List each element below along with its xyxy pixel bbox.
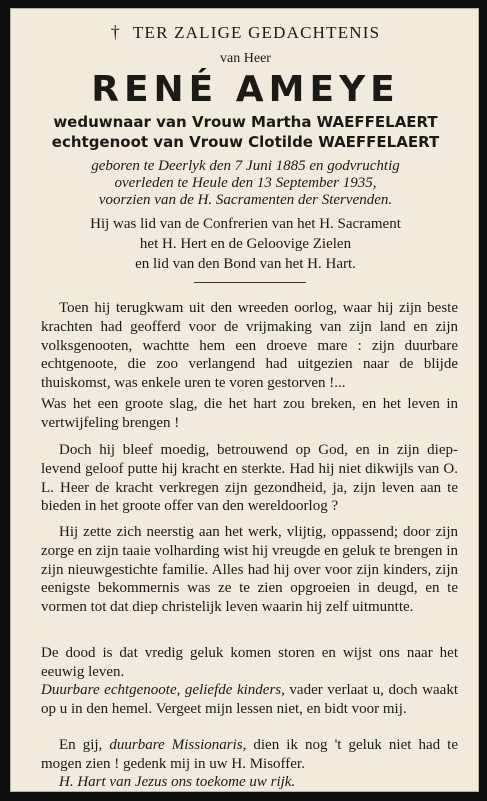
closing-prayer: [41, 773, 458, 792]
paragraph-text: Toen hij terugkwam uit den wreeden oorlog, waar hij zijn beste krachten had geofferd voor de vrijmaking van zijn land en zijn volksgenooten, wachtte hem een droeve mare : zijn duurbare echtgenoote, die zoo verlangend had uitgezien naar de blijde thuiskomst, was enkele uren te voren gestorven !...: [41, 300, 458, 392]
body-paragraph: [41, 681, 458, 719]
body-paragraph: [41, 395, 458, 433]
body-paragraph: [41, 523, 458, 617]
body-paragraph: [41, 736, 458, 774]
death-line: overleden te Heule den 13 September 1935,: [114, 175, 377, 191]
memorial-title: TER ZALIGE GEDACHTENIS: [132, 23, 381, 42]
cross-icon: †: [110, 22, 121, 42]
prayer-text: H. Hart van Jezus ons toekome uw rijk.: [59, 774, 296, 790]
confraternity-line-1: Hij was lid van de Confrerien van het H. Sacrament: [90, 216, 401, 232]
paragraph-text: Was het een groote slag, die het hart zou breken, en het leven in vertwijfeling brengen !: [41, 396, 458, 431]
deceased-name: RENÉ AMEYE: [91, 69, 400, 110]
birth-line: geboren te Deerlyk den 7 Juni 1885 en godvruchtig: [91, 158, 400, 174]
address-children: Duurbare echtgenoote, geliefde kinders,: [41, 682, 285, 698]
paragraph-text-rest: vader verlaat u, doch waakt op u in den hemel. Vergeet mijn lessen niet, en bidt voor mij.: [41, 682, 458, 717]
confraternity-line-2: het H. Hert en de Geloovige Zielen: [139, 236, 352, 252]
body-paragraph: [41, 644, 458, 682]
paragraph-text: [41, 736, 458, 774]
divider: [194, 282, 306, 283]
spouse-line-2: echtgenoot van Vrouw Clotilde WAEFFELAERT: [51, 133, 440, 151]
body-paragraph: [41, 441, 458, 516]
paragraph-text: De dood is dat vredig geluk komen storen en wijst ons naar het eeuwig leven.: [41, 645, 458, 680]
sacraments-line: voorzien van de H. Sacramenten der Stervenden.: [98, 192, 393, 208]
paragraph-text-start: En gij,: [59, 737, 110, 753]
paragraph-text-rest: dien ik nog 't geluk niet had te mogen zien ! gedenk mij in uw H. Misoffer.: [41, 737, 459, 772]
spouse-line-1: weduwnaar van Vrouw Martha WAEFFELAERT: [53, 113, 438, 131]
paragraph-text: Doch hij bleef moedig, betrouwend op God, en in zijn diep-levend geloof putte hij kracht en sterkte. Had hij niet dikwijls van O. L. Heer de kracht verkregen zijn gezondheid, ja, zijn leven aan te bieden in het groote offer van den wereldoorlog ?: [41, 442, 458, 515]
title-line: [11, 22, 480, 43]
subtitle: van Heer: [220, 51, 271, 66]
body-paragraph: [41, 299, 458, 393]
memorial-card: [10, 8, 479, 792]
address-missionary: duurbare Missionaris,: [109, 737, 247, 753]
paragraph-text: [41, 681, 458, 719]
paragraph-text: Hij zette zich neerstig aan het werk, vlijtig, oppassend; door zijn zorge en zijn taaie volharding wist hij vreugde en geluk te brengen in zijn nieuwgestichte familie. Alles had hij over voor zijn kinders, zijn eenigste bekommernis was ze te zien opgroeien in deugd, en te vormen tot dat diep christelijk leven waarin hij zelf uitmuntte.: [41, 524, 458, 616]
confraternity-line-3: en lid van den Bond van het H. Hart.: [135, 256, 356, 272]
